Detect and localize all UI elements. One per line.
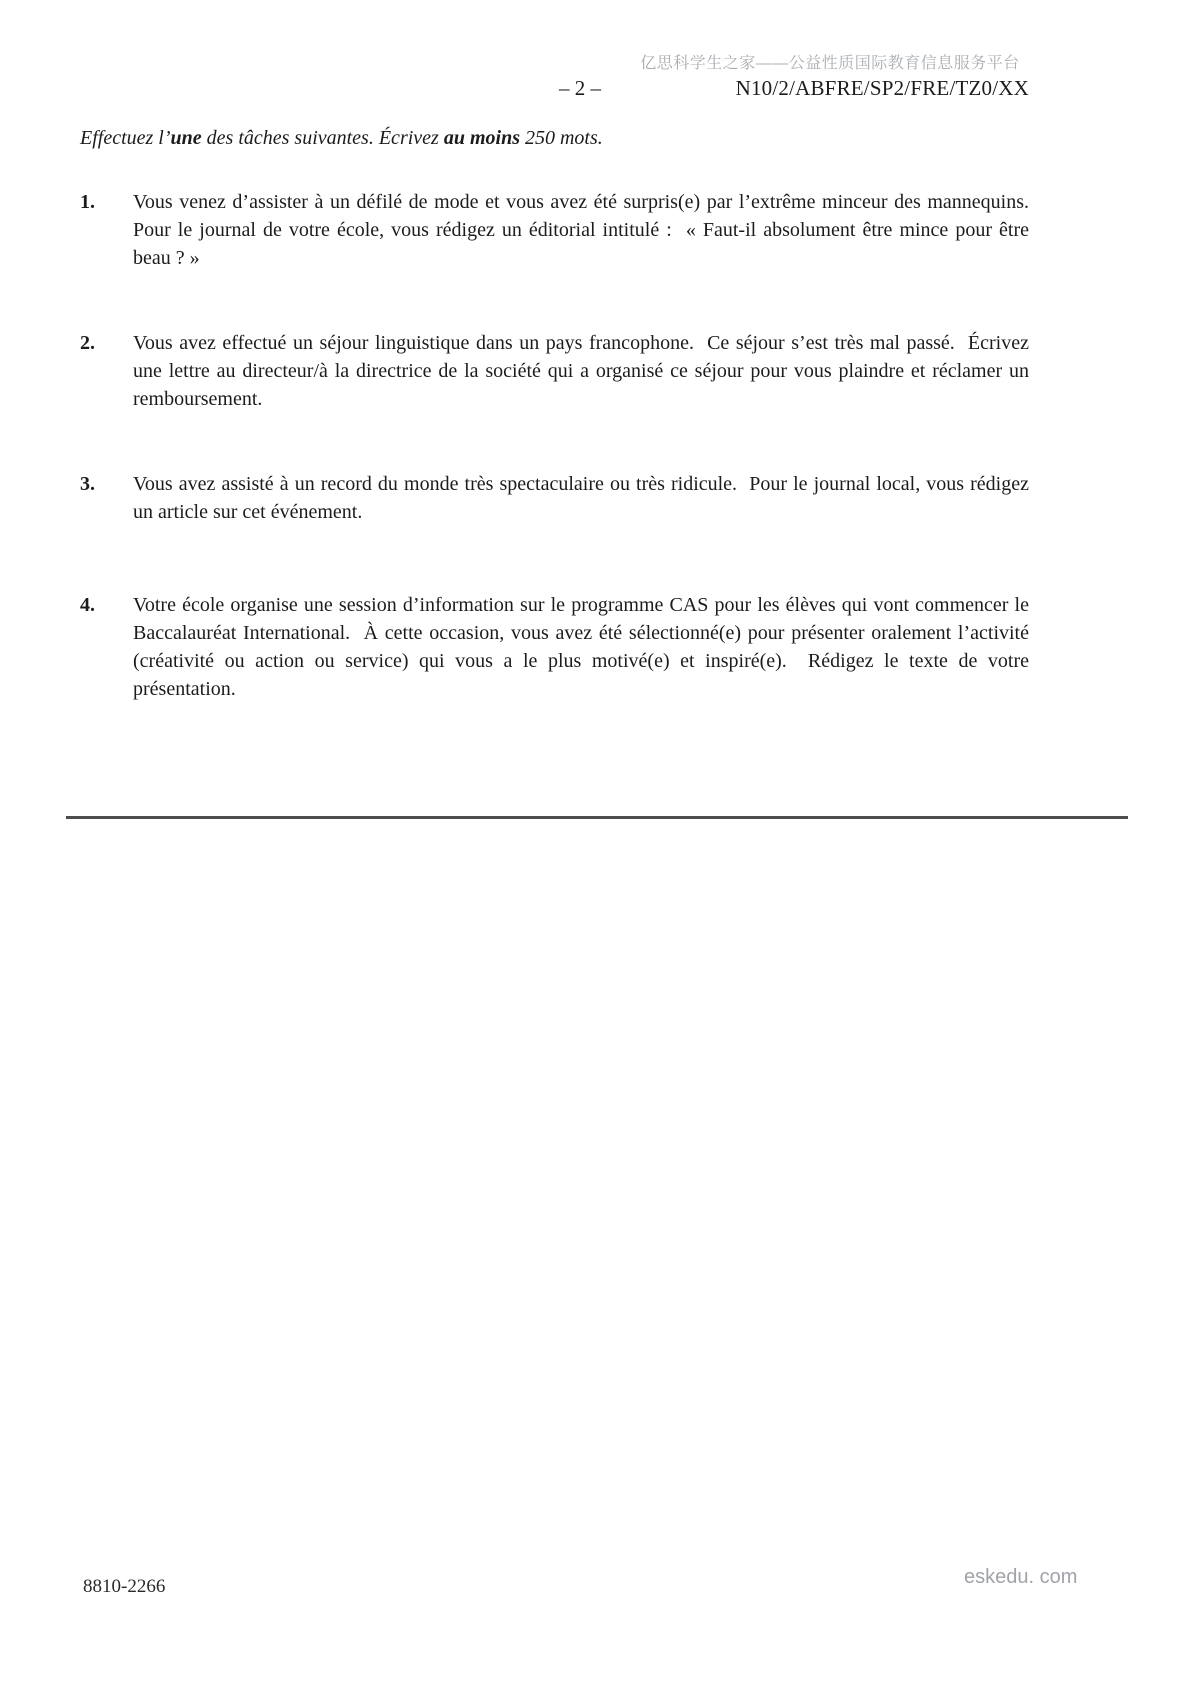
watermark-text: 亿思科学生之家——公益性质国际教育信息服务平台	[640, 55, 1020, 72]
task-text: Vous venez d’assister à un défilé de mode et vous avez été surpris(e) par l’extrême minceur des mannequins. Pour le journal de votre école, vous rédigez un éditorial intitulé : « Faut-il absolument être mince pour être beau ? »	[133, 191, 1039, 269]
paper-reference-number: 8810-2266	[83, 1576, 166, 1597]
section-divider-rule	[66, 816, 1128, 819]
paper-code: N10/2/ABFRE/SP2/FRE/TZ0/XX	[735, 76, 1029, 100]
task-text: Vous avez assisté à un record du monde très spectaculaire ou très ridicule. Pour le journal local, vous rédigez un article sur cet événement.	[133, 473, 1034, 523]
task-number: 2.	[80, 332, 95, 354]
instruction-segment-bold: une	[170, 127, 202, 149]
task-number: 1.	[80, 191, 95, 213]
task-text: Votre école organise une session d’information sur le programme CAS pour les élèves qui vont commencer le Baccalauréat International. À cette occasion, vous avez été sélectionné(e) pour présenter oralement l’activité (créativité ou action ou service) qui vous a le plus motivé(e) et inspiré(e). Rédigez le texte de votre présentation.	[133, 594, 1034, 700]
instruction-segment: des tâches suivantes. Écrivez	[201, 127, 444, 149]
instruction-segment-bold: au moins	[443, 127, 520, 149]
task-text: Vous avez effectué un séjour linguistique dans un pays francophone. Ce séjour s’est très mal passé. Écrivez une lettre au directeur/à la directrice de la société qui a organisé ce séjour pour vous plaindre et réclamer un remboursement.	[133, 332, 1034, 410]
instruction-segment: 250 mots.	[519, 127, 603, 149]
instruction-line	[80, 127, 1030, 150]
task-item-3	[80, 470, 1034, 526]
task-item-2	[80, 329, 1034, 413]
task-item-1	[80, 188, 1039, 272]
task-number: 4.	[80, 594, 95, 616]
instruction-segment: Effectuez l’	[80, 127, 171, 149]
site-watermark: eskedu. com	[964, 1566, 1078, 1588]
task-number: 3.	[80, 473, 95, 495]
page-number: – 2 –	[559, 76, 601, 100]
task-item-4	[80, 591, 1034, 703]
